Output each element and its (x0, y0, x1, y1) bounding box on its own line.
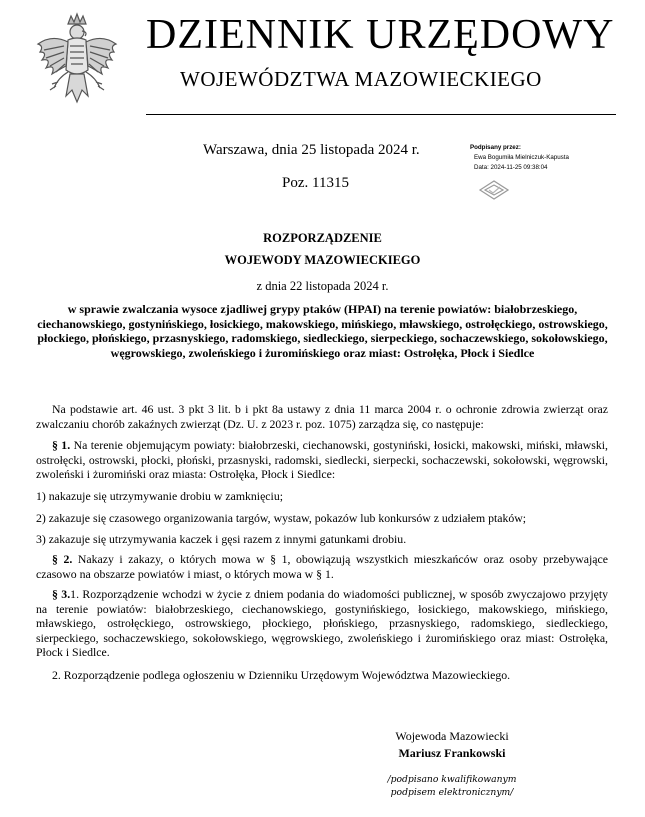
section-1-mark: § 1. (52, 438, 71, 452)
signature-stamp-date: Data: 2024-11-25 09:38:04 (474, 164, 548, 171)
section-1-item-1: 1) nakazuje się utrzymywanie drobiu w zamknięciu; (36, 489, 283, 503)
section-3-mark: § 3. (52, 587, 71, 601)
section-2-paragraph (36, 552, 608, 581)
regulation-date: z dnia 22 listopada 2024 r. (256, 279, 389, 293)
signature-note-line-2: podpisem elektronicznym/ (390, 787, 514, 798)
preamble-paragraph: Na podstawie art. 46 ust. 3 pkt 3 lit. b i pkt 8a ustawy z dnia 11 marca 2004 r. o ochronie zdrowia zwierząt oraz zwalczaniu chorób zakaźnych zwierząt (Dz. U. z 2023 r. poz. 1075) zarządza się, co następuje: (36, 402, 608, 431)
signature-check-icon[interactable] (476, 177, 512, 203)
electronic-signature-stamp (470, 143, 620, 173)
signatory-block (362, 728, 542, 762)
regulation-authority: WOJEWODY MAZOWIECKIEGO (224, 253, 421, 267)
regulation-type: ROZPORZĄDZENIE (263, 231, 382, 245)
section-2-mark: § 2. (52, 552, 73, 566)
signatory-name: Mariusz Frankowski (398, 746, 506, 760)
signature-stamp-signer: Ewa Bogumiła Mielniczuk-Kapusta (474, 154, 569, 161)
section-1-text: Na terenie objemującym powiaty: białobrzeski, ciechanowski, gostyniński, łosicki, makowski, miński, mławski, ostrołęcki, ostrowski, płocki, płoński, przasnyski, radomski, siedlecki, sierpecki, sochaczewski, sokołowski, węgrowski, zwoleński i żuromiński oraz miasta: Ostrołęka, Płock i Siedlce: (36, 438, 609, 482)
section-1-paragraph (36, 438, 608, 482)
section-3-text: 1. Rozporządzenie wchodzi w życie z dniem podania do wiadomości publicznej, w sposób zwyczajowo przyjęty na terenie powiatów: białobrzeskiego, ciechanowskiego, gostynińskiego, łosickiego, makowskiego, mińskiego, mławskiego, ostrołęckiego, ostrowskiego, płockiego, płońskiego, przasnyskiego, radomskiego, siedleckiego, sierpeckiego, sochaczewskiego, sokołowskiego, węgrowskiego, zwoleńskiego i żuromińskiego oraz miast: Ostrołęka, Płock i Siedlce. (36, 587, 609, 660)
publication-place-date: Warszawa, dnia 25 listopada 2024 r. (203, 142, 420, 158)
signatory-role: Wojewoda Mazowiecki (395, 729, 509, 743)
section-2-text: Nakazy i zakazy, o których mowa w § 1, obowiązują wszystkich mieszkańców oraz osoby przebywające czasowo na obszarze powiatów i miast, o których mowa w § 1. (36, 552, 608, 581)
qualified-signature-note (362, 773, 542, 799)
header-divider (146, 114, 616, 115)
signature-stamp-heading: Podpisany przez: (470, 144, 521, 151)
polish-eagle-emblem-icon (30, 12, 124, 114)
publication-position: Poz. 11315 (282, 175, 349, 191)
regulation-subject: w sprawie zwalczania wysoce zjadliwej grypy ptaków (HPAI) na terenie powiatów: białobrzeskiego, ciechanowskiego, gostynińskiego, łosickiego, makowskiego, mińskiego, mławskiego, ostrołęckiego, ostrowskiego, płockiego, płońskiego, przasnyskiego, radomskiego, siedleckiego, sierpeckiego, sochaczewskiego, sokołowskiego, węgrowskiego, zwoleńskiego i żuromińskiego oraz miast: Ostrołęka, Płock i Siedlce (37, 302, 608, 360)
section-1-item-3: 3) zakazuje się utrzymywania kaczek i gęsi razem z innymi gatunkami drobiu. (36, 532, 407, 546)
journal-subtitle: WOJEWÓDZTWA MAZOWIECKIEGO (180, 67, 542, 91)
section-3-paragraph-2: 2. Rozporządzenie podlega ogłoszeniu w Dzienniku Urzędowym Województwa Mazowieckiego. (52, 668, 511, 682)
section-1-item-2: 2) zakazuje się czasowego organizowania targów, wystaw, pokazów lub konkursów z udziałem ptaków; (36, 511, 527, 525)
section-3-paragraph (36, 587, 608, 660)
journal-title: DZIENNIK URZĘDOWY (146, 12, 615, 58)
signature-note-line-1: /podpisano kwalifikowanym (387, 774, 517, 785)
